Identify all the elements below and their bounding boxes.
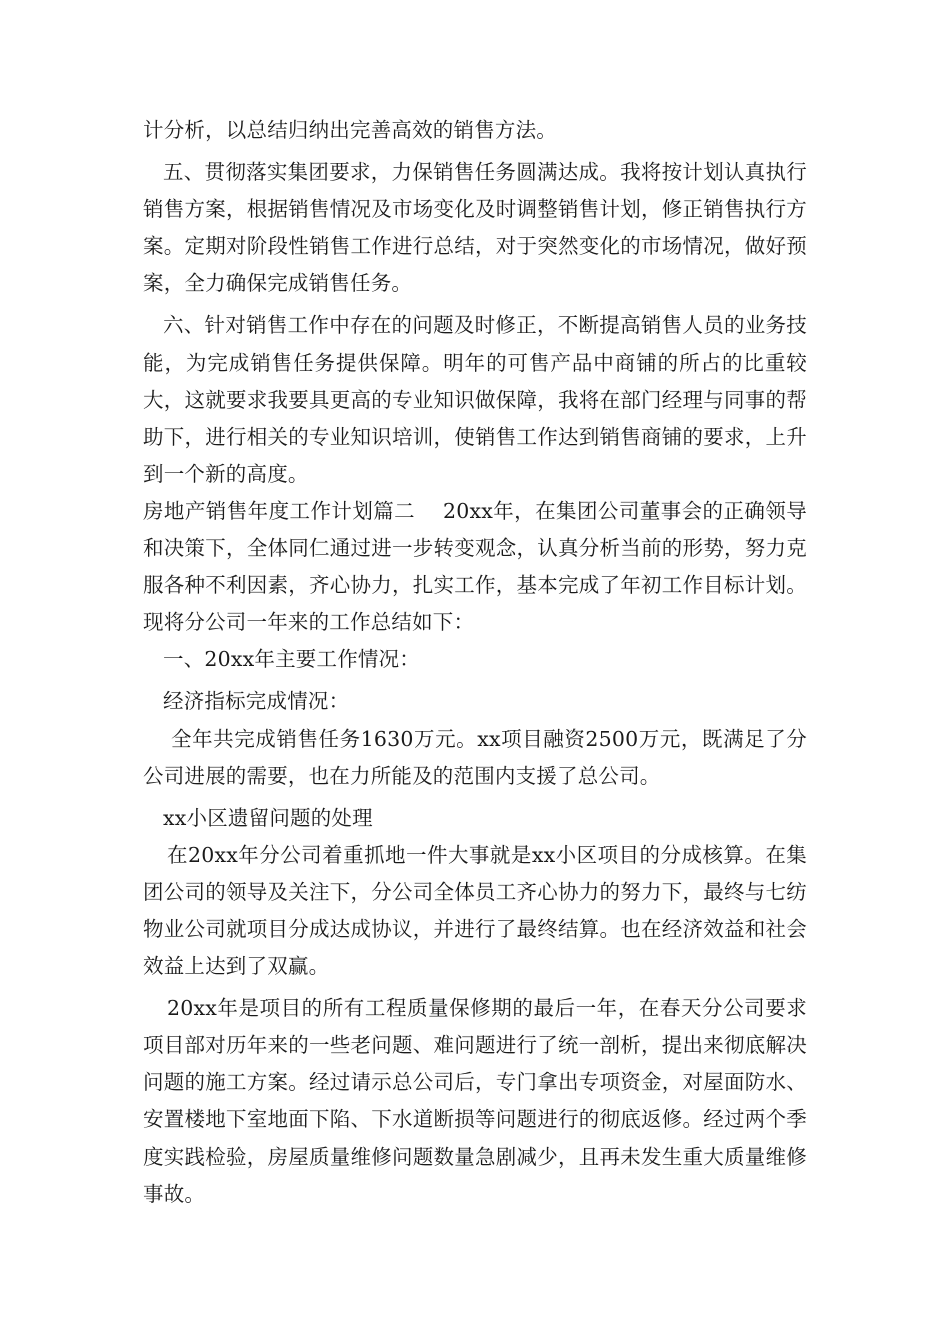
paragraph-item-5: 五、贯彻落实集团要求，力保销售任务圆满达成。我将按计划认真执行销售方案，根据销售情况及市场变化及时调整销售计划，修正销售执行方案。定期对阶段性销售工作进行总结，对于突然变化的市场情况，做好预案，全力确保完成销售任务。: [143, 160, 807, 296]
paragraph-item-6: 六、针对销售工作中存在的问题及时修正，不断提高销售人员的业务技能，为完成销售任务提供保障。明年的可售产品中商铺的所占的比重较大，这就要求我要具更高的专业知识做保障，我将在部门经理与同事的帮助下，进行相关的专业知识培训，使销售工作达到销售商铺的要求，上升到一个新的高度。: [143, 313, 807, 486]
paragraph-section-two-intro: 房地产销售年度工作计划篇二 20xx年，在集团公司董事会的正确领导和决策下，全体同仁通过进一步转变观念，认真分析当前的形势，努力克服各种不利因素，齐心协力，扎实工作，基本完成了年初工作目标计划。现将分公司一年来的工作总结如下：: [143, 498, 807, 635]
heading-main-work: 一、20xx年主要工作情况：: [163, 647, 421, 672]
paragraph-continuation: 计分析，以总结归纳出完善高效的销售方法。: [143, 118, 557, 142]
heading-legacy-issues: xx小区遗留问题的处理: [163, 805, 373, 830]
document-body: [143, 112, 807, 1213]
paragraph-warranty-repairs: 20xx年是项目的所有工程质量保修期的最后一年，在春天分公司要求项目部对历年来的一些老问题、难问题进行了统一剖析，提出来彻底解决问题的施工方案。经过请示总公司后，专门拿出专项资金，对屋面防水、安置楼地下室地面下陷、下水道断损等问题进行的彻底返修。经过两个季度实践检验，房屋质量维修问题数量急剧减少，且再未发生重大质量维修事故。: [143, 996, 807, 1206]
paragraph-legacy-issues: 在20xx年分公司着重抓地一件大事就是xx小区项目的分成核算。在集团公司的领导及关注下，分公司全体员工齐心协力的努力下，最终与七纺物业公司就项目分成达成协议，并进行了最终结算。也在经济效益和社会效益上达到了双赢。: [143, 842, 807, 979]
heading-economic-indicators: 经济指标完成情况：: [163, 689, 350, 714]
paragraph-sales-results: 全年共完成销售任务1630万元。xx项目融资2500万元，既满足了分公司进展的需要，也在力所能及的范围内支援了总公司。: [143, 726, 807, 788]
